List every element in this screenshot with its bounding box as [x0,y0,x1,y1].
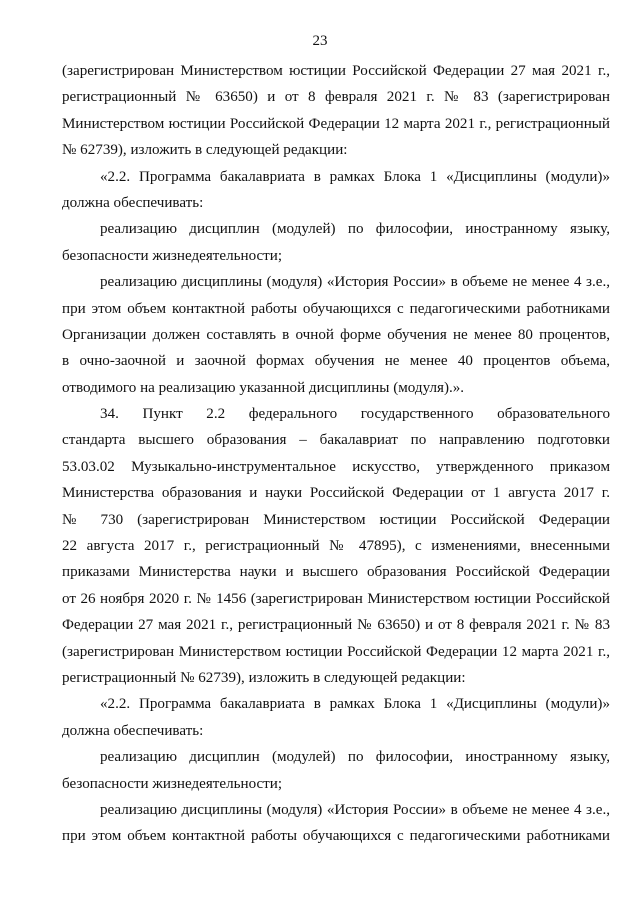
text-line: Министерством юстиции Российской Федерации 12 марта 2021 г., регистрационный [62,115,610,132]
text-line: 34. Пункт 2.2 федерального государственного образовательного [100,406,610,423]
text-line: Организации должен составлять в очной форме обучения не менее 80 процентов, [62,326,610,343]
text-line: реализацию дисциплин (модулей) по философии, иностранному языку, [100,749,610,766]
text-line: безопасности жизнедеятельности; [62,247,283,264]
text-line: регистрационный № 63650) и от 8 февраля 2021 г. № 83 (зарегистрирован [62,89,610,106]
text-line: должна обеспечивать: [62,194,204,211]
text-line: (зарегистрирован Министерством юстиции Российской Федерации 27 мая 2021 г., [62,63,610,79]
text-line: регистрационный № 62739), изложить в следующей редакции: [62,669,466,686]
text-line: «2.2. Программа бакалавриата в рамках Блока 1 «Дисциплины (модули)» [100,168,610,185]
text-line: 22 августа 2017 г., регистрационный № 47895), с изменениями, внесенными [62,538,610,555]
text-line: «2.2. Программа бакалавриата в рамках Блока 1 «Дисциплины (модули)» [100,696,610,713]
text-line: в очно-заочной и заочной формах обучения не менее 40 процентов объема, [62,353,610,370]
text-line: № 62739), изложить в следующей редакции: [62,142,348,159]
document-body [62,58,610,850]
text-line: 53.03.02 Музыкально-инструментальное искусство, утвержденного приказом [62,458,610,475]
text-line: № 730 (зарегистрирован Министерством юстиции Российской Федерации [62,511,610,528]
text-line: реализацию дисциплин (модулей) по философии, иностранному языку, [100,221,610,238]
text-line: Министерства образования и науки Российской Федерации от 1 августа 2017 г. [62,485,610,502]
text-line: от 26 ноября 2020 г. № 1456 (зарегистрирован Министерством юстиции Российской [62,590,610,607]
text-line: Федерации 27 мая 2021 г., регистрационный № 63650) и от 8 февраля 2021 г. № 83 [62,617,610,634]
text-line: стандарта высшего образования – бакалавриат по направлению подготовки [62,432,610,449]
text-line: при этом объем контактной работы обучающихся с педагогическими работниками [62,828,610,845]
text-line: отводимого на реализацию указанной дисциплины (модуля).». [62,379,465,396]
page-number: 23 [312,33,328,49]
text-line: приказами Министерства науки и высшего образования Российской Федерации [62,564,610,581]
text-line: реализацию дисциплины (модуля) «История России» в объеме не менее 4 з.е., [100,274,610,291]
text-line: должна обеспечивать: [62,722,204,739]
text-line: при этом объем контактной работы обучающихся с педагогическими работниками [62,300,610,317]
text-line: (зарегистрирован Министерством юстиции Российской Федерации 12 марта 2021 г., [62,643,610,660]
text-line: безопасности жизнедеятельности; [62,775,283,792]
text-line: реализацию дисциплины (модуля) «История России» в объеме не менее 4 з.е., [100,801,610,818]
